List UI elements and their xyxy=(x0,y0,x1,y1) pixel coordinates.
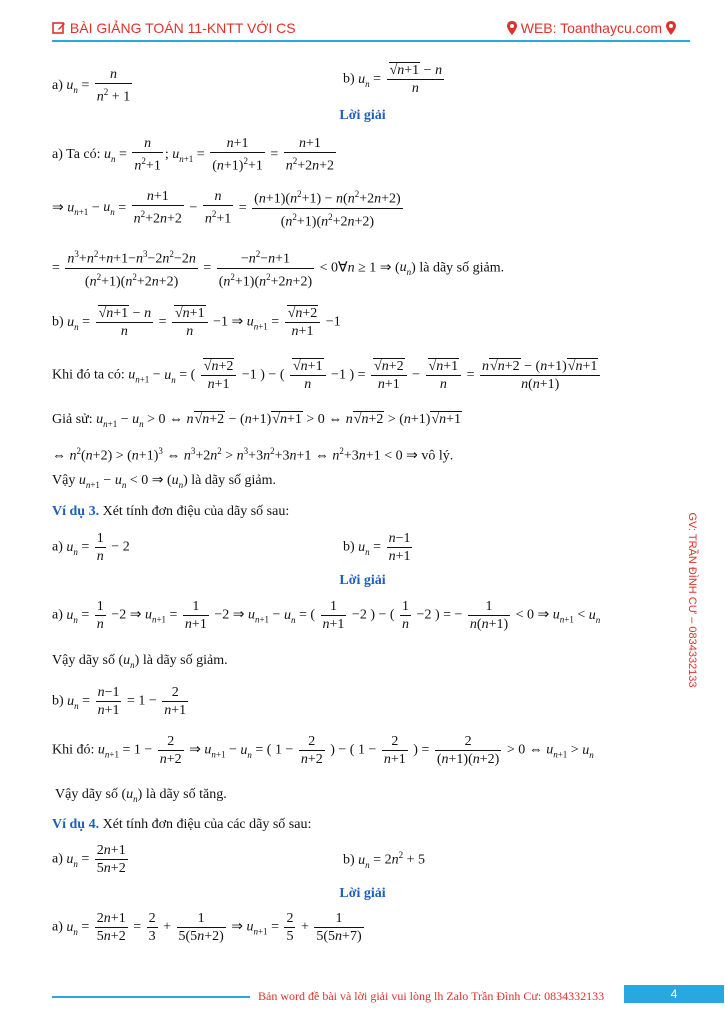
solution-heading-3: Lời giải xyxy=(339,573,386,588)
solution-line-8: Vậy $u_{n+1} - u_n < 0$ ⇒ $(u_n)$ là dãy số giảm. xyxy=(52,473,277,490)
location-pin-icon xyxy=(507,21,517,35)
solution-line-3: = $\frac{n^3+n^2+n+1-n^3-2n^2-2n}{(n^2+1)(n^2+2n+2)}$ = $\frac{-n^2-n+1}{(n^2+1)(n^2+2n+2)}$ < 0∀n ≥ 1 ⇒ $(u_n)$ là dãy số giảm. xyxy=(52,246,504,290)
solution-line-6: Giả sử: $u_{n+1} - u_n > 0$ ⇔ n√n+2 − (n+1)√n+1 > 0 ⇔ n√n+2 > (n+1)√n+1 xyxy=(52,412,462,429)
example-4-line-b: b) $u_n = 2n^2 + 5$ xyxy=(343,850,425,870)
header-website[interactable]: WEB: Toanthaycu.com xyxy=(507,20,676,36)
page-number: 4 xyxy=(624,985,724,1003)
edit-icon xyxy=(52,21,66,35)
example-3-conclusion-b: Vậy dãy số $(u_n)$ là dãy số tăng. xyxy=(55,787,227,804)
footer-divider xyxy=(52,996,250,998)
footer-note: Bản word đề bài và lời giải vui lòng lh Zalo Trần Đình Cư: 0834332133 xyxy=(258,989,605,1003)
example-4-heading: Ví dụ 4. Xét tính đơn điệu của các dãy số sau: xyxy=(52,817,312,832)
example-3-line-a: a) $u_n$ = $\frac{1}{n}$ − 2 xyxy=(52,531,130,564)
header-title: BÀI GIẢNG TOÁN 11-KNTT VỚI CS xyxy=(52,20,296,36)
solution-line-7: ⇔ $n^2(n+2) > (n+1)^3$ ⇔ $n^3+2n^2 > n^3+3n^2+3n+1$ ⇔ $n^2+3n+1 < 0$ ⇒ vô lý. xyxy=(52,446,454,464)
solution-heading: Lời giải xyxy=(339,108,386,123)
example-3-solution-b2: Khi đó: $u_{n+1} = 1$ − $\frac{2}{n+2}$ ⇒ $u_{n+1} - u_n$ = ( 1 − $\frac{2}{n+2}$ ) − ( 1 − $\frac{2}{n+1}$ ) = $\frac{2}{(n+1)(n+2)}$ > 0 ⇔ $u_{n+1} > u_n$ xyxy=(52,734,594,767)
solution-line-5: Khi đó ta có: $u_{n+1} - u_n$ = ( $\frac{√n+2}{n+1}$ −1 ) − ( $\frac{√n+1}{n}$ −1 ) = $\frac{√n+2}{n+1}$ − $\frac{√n+1}{n}$ = $\frac{n√n+2 - (n+1)√n+1}{n(n+1)}$ xyxy=(52,358,602,393)
example-3-solution-b: b) $u_n$ = $\frac{n-1}{n+1}$ = 1 − $\frac{2}{n+1}$ xyxy=(52,685,187,718)
side-author-text: GV: TRẦN ĐÌNH CƯ – 0834332133 xyxy=(686,512,698,688)
example-3-solution-a: a) $u_n$ = $\frac{1}{n}$ −2 ⇒ $u_{n+1}$ = $\frac{1}{n+1}$ −2 ⇒ $u_{n+1} - u_n$ = ( $\frac{1}{n+1}$ −2 ) − ( $\frac{1}{n}$ −2 ) = − $\frac{1}{n(n+1)}$ < 0 ⇒ $u_{n+1} < u_n$ xyxy=(52,599,601,632)
solution-line-4: b) $u_n$ = $\frac{√n+1 - n}{n}$ = $\frac{√n+1}{n}$ −1 ⇒ $u_{n+1}$ = $\frac{√n+2}{n+1}$ −1 xyxy=(52,306,341,339)
example-3-conclusion-a: Vậy dãy số $(u_n)$ là dãy số giảm. xyxy=(52,653,228,670)
solution-line-1: a) Ta có: $u_n$ = $\frac{n}{n^2+1}$ ; $u_{n+1}$ = $\frac{n+1}{(n+1)^2+1}$ = $\frac{n+1}{n^2+2n+2}$ xyxy=(52,136,335,174)
page-header xyxy=(52,14,690,40)
location-pin-icon xyxy=(666,21,676,35)
example-3-heading: Ví dụ 3. Xét tính đơn điệu của dãy số sau: xyxy=(52,504,290,519)
problem-line-1: a) $u_n$ = $\frac{n}{n^2 + 1}$ xyxy=(52,67,131,105)
header-divider xyxy=(52,40,690,42)
problem-line-1b: b) $u_n$ = $\frac{√n+1 - n}{n}$ xyxy=(343,63,443,96)
solution-heading-4: Lời giải xyxy=(339,886,386,901)
solution-line-2: ⇒ $u_{n+1} - u_n$ = $\frac{n+1}{n^2+2n+2}$ − $\frac{n}{n^2+1}$ = $\frac{(n+1)(n^2+1) - n(n^2+2n+2)}{(n^2+1)(n^2+2n+2)}$ xyxy=(52,186,405,230)
example-4-solution-a: a) $u_n$ = $\frac{2n+1}{5n+2}$ = $\frac{2}{3}$ + $\frac{1}{5(5n+2)}$ ⇒ $u_{n+1}$ = $\frac{2}{5}$ + $\frac{1}{5(5n+7)}$ xyxy=(52,911,362,944)
example-4-line-a: a) $u_n$ = $\frac{2n+1}{5n+2}$ xyxy=(52,843,126,876)
example-3-line-b: b) $u_n$ = $\frac{n-1}{n+1}$ xyxy=(343,531,411,564)
